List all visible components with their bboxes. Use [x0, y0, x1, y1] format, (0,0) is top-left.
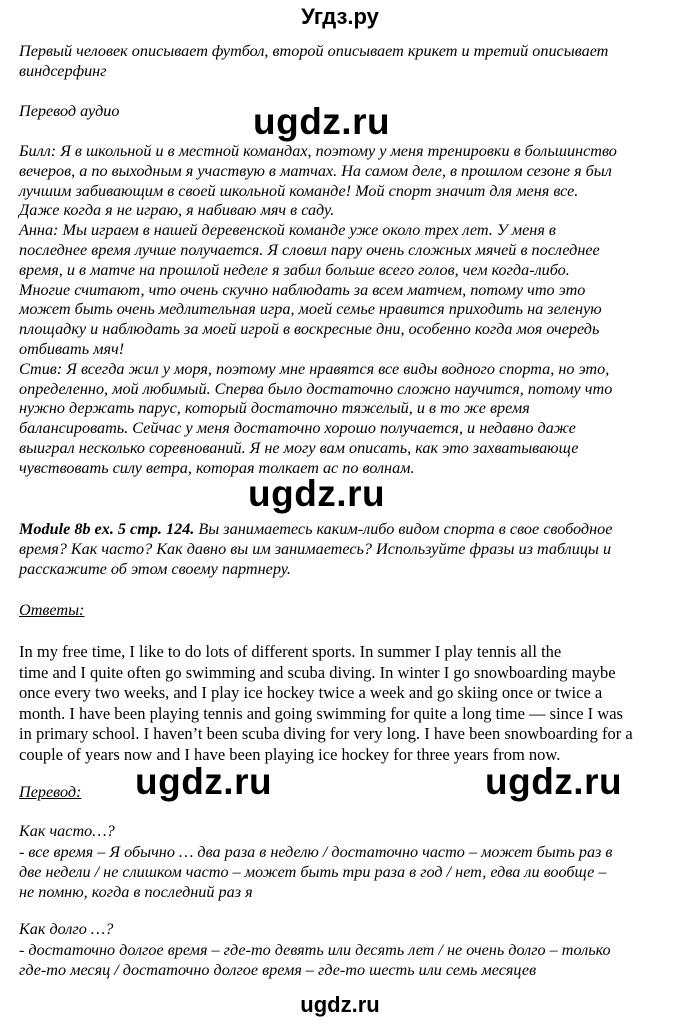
how-often-line: не помню, когда в последний раз я — [19, 882, 253, 901]
audio-heading: Перевод аудио — [19, 102, 120, 120]
task-line: время? Как часто? Как давно вы им занимаетесь? Используйте фразы из таблицы и — [19, 539, 612, 558]
transcript-line: Даже когда я не играю, я набиваю мяч в саду. — [19, 201, 335, 220]
intro-line: виндсерфинг — [19, 61, 107, 80]
transcript-line: определенно, мой любимый. Сперва было достаточно сложно научится, потому что — [19, 379, 613, 398]
how-long-list — [19, 941, 662, 981]
transcript-line: Многие считают, что очень скучно наблюдать за всем матчем, потому что это — [19, 280, 586, 299]
how-often-line: - все время – Я обычно … два раза в неделю / достаточно часто – может быть раз в — [19, 843, 613, 861]
audio-transcript — [19, 142, 662, 479]
site-header: Угдз.ру — [301, 4, 379, 29]
transcript-line: лучшим забивающим в своей школьной команде! Мой спорт значит для меня все. — [19, 181, 579, 200]
transcript-line: последнее время лучше получается. Я словил пару очень сложных мячей в последнее — [19, 240, 600, 259]
watermark: ugdz.ru — [248, 473, 386, 514]
answers-heading: Ответы: — [19, 601, 85, 619]
how-long-title: Как долго …? — [19, 920, 114, 938]
answer-line: once every two weeks, and I play ice hockey twice a week and go skiing once or twice a — [19, 683, 603, 702]
transcript-line: отбивать мяч! — [19, 339, 125, 358]
intro-line: Первый человек описывает футбол, второй описывает крикет и третий описывает — [19, 42, 609, 60]
task-line: Вы занимаетесь каким-либо видом спорта в свое свободное — [194, 520, 613, 538]
transcript-line: время, и в матче на прошлой неделе я забил больше всего голов, чем когда-либо. — [19, 260, 570, 279]
answer-line: time and I quite often go swimming and scuba diving. In winter I go snowboarding maybe — [19, 662, 616, 682]
how-long-line: - достаточно долгое время – где-то девять или десять лет / не очень долго – только — [19, 941, 611, 959]
transcript-line: Стив: Я всегда жил у моря, поэтому мне нравятся все виды водного спорта, но это, — [19, 359, 610, 378]
watermark: ugdz.ru — [485, 761, 623, 802]
watermark: ugdz.ru — [135, 761, 273, 802]
transcript-line: балансировать. Сейчас у меня достаточно хорошо получается, и недавно даже — [19, 419, 576, 438]
how-often-line: две недели / не слишком часто – может быть три раза в год / нет, едва ли вообще – — [19, 862, 607, 881]
transcript-line: вечеров, а по выходным я участвую в матчах. На самом деле, в прошлом сезоне я был — [19, 161, 612, 180]
intro-paragraph — [19, 42, 662, 82]
transcript-line: нужно держать парус, который достаточно тяжелый, и в то же время — [19, 399, 530, 418]
transcript-line: может быть очень медлительная игра, моей семье нравится приходить на зеленую — [19, 300, 602, 319]
answer-paragraph — [19, 642, 664, 765]
how-often-list — [19, 843, 662, 902]
transcript-line: Билл: Я в школьной и в местной командах, поэтому у меня тренировки в большинство — [19, 142, 617, 160]
transcript-line: Анна: Мы играем в нашей деревенской команде уже около трех лет. У меня в — [19, 221, 556, 240]
site-footer: ugdz.ru — [300, 992, 380, 1017]
transcript-line: чувствовать силу ветра, которая толкает ас по волнам. — [19, 458, 415, 477]
answer-line: month. I have been playing tennis and going swimming for quite a long time — since I was — [19, 703, 623, 723]
answer-line: In my free time, I like to do lots of different sports. In summer I play tennis all the — [19, 642, 562, 661]
task-line: расскажите об этом своему партнеру. — [19, 559, 291, 578]
answer-line: couple of years now and I have been playing ice hockey for three years from now. — [19, 744, 561, 764]
task-paragraph — [19, 520, 662, 579]
how-often-title: Как часто…? — [19, 822, 115, 840]
answer-line: in primary school. I haven’t been scuba diving for very long. I have been snowboarding for a — [19, 724, 633, 743]
transcript-line: выиграл несколько соревнований. Я не могу вам описать, как это захватывающе — [19, 438, 579, 457]
transcript-line: площадку и наблюдать за моей игрой в воскресные дни, особенно когда моя очередь — [19, 320, 600, 339]
how-long-line: где-то месяц / достаточно долгое время – где-то шесть или семь месяцев — [19, 960, 537, 979]
watermark: ugdz.ru — [253, 101, 391, 142]
translation-heading: Перевод: — [19, 783, 82, 801]
task-reference: Module 8b ex. 5 стр. 124. — [19, 520, 195, 538]
